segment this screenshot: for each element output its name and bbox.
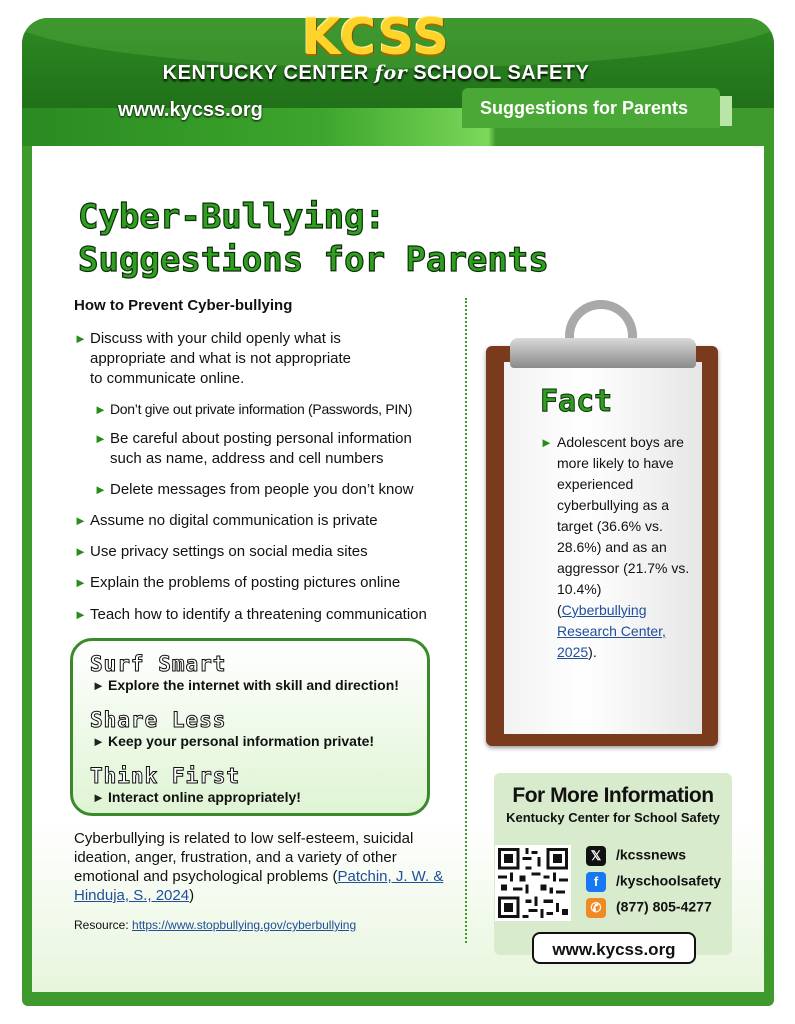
fact-citation-link[interactable]: Cyberbullying Research Center, 2025: [557, 602, 666, 660]
list-item-text: Be careful about posting personal information such as name, address and cell numbers: [110, 430, 412, 467]
arrow-bullet-icon: ►: [74, 575, 87, 590]
arrow-bullet-icon: ►: [94, 402, 107, 417]
more-info-heading: For More Information: [512, 784, 714, 807]
list-item: [74, 573, 400, 593]
arrow-bullet-icon: ►: [540, 435, 553, 450]
clipboard-clip: [510, 338, 696, 368]
list-item: [74, 605, 427, 625]
list-item: [74, 329, 364, 389]
list-item-text: Explain the problems of posting pictures online: [90, 574, 401, 591]
closing-text: Cyberbullying is related to low self-esteem, suicidal ideation, anger, frustration, and a variety of other emotional and psychological problems (: [74, 830, 414, 885]
list-item-text: Teach how to identify a threatening communication: [90, 606, 427, 623]
fact-body: [540, 432, 690, 663]
social-label: (877) 805-4277: [616, 898, 712, 915]
fact-heading: Fact: [540, 384, 613, 419]
list-item-text: Delete messages from people you don’t know: [110, 481, 414, 498]
qr-code-icon[interactable]: [495, 845, 571, 921]
tab-edge: [720, 96, 732, 126]
org-name-left: KENTUCKY CENTER: [162, 62, 369, 84]
closing-paragraph: [74, 829, 444, 905]
title-line-2: Suggestions for Parents: [78, 240, 549, 280]
tip-text-surf: [92, 677, 399, 693]
arrow-bullet-icon: ►: [92, 734, 105, 749]
list-item-text: Don’t give out private information (Passwords, PIN): [110, 401, 413, 417]
tip-heading-share: Share Less: [90, 708, 227, 732]
closing-end: ): [189, 887, 195, 904]
social-facebook[interactable]: [586, 872, 721, 892]
social-phone[interactable]: [586, 898, 712, 918]
resource-label: Resource:: [74, 918, 133, 932]
resource-line: [74, 918, 356, 932]
tip-text: Keep your personal information private!: [108, 733, 375, 749]
tip-text: Interact online appropriately!: [108, 789, 301, 805]
x-icon: 𝕏: [586, 846, 606, 866]
org-name-right: SCHOOL SAFETY: [413, 62, 590, 84]
arrow-bullet-icon: ►: [92, 678, 105, 693]
arrow-bullet-icon: ►: [74, 331, 87, 346]
fact-text: [540, 432, 690, 663]
arrow-bullet-icon: ►: [74, 544, 87, 559]
social-label: /kyschoolsafety: [616, 872, 722, 889]
list-item: [74, 542, 368, 562]
org-name-for: for: [374, 62, 408, 84]
closing-citation-link[interactable]: Patchin, J. W. & Hinduja, S., 2024: [74, 868, 444, 904]
title-line-1: Cyber-Bullying:: [78, 197, 386, 237]
fact-end: ).: [588, 644, 597, 660]
arrow-bullet-icon: ►: [94, 431, 107, 446]
tip-text: Explore the internet with skill and direction!: [108, 677, 399, 693]
social-label: /kcssnews: [616, 846, 687, 863]
column-divider: [465, 298, 467, 943]
phone-icon: ✆: [586, 898, 606, 918]
arrow-bullet-icon: ►: [94, 482, 107, 497]
list-item: [94, 399, 412, 420]
header-url[interactable]: www.kycss.org: [118, 99, 263, 121]
tip-text-share: [92, 733, 374, 749]
footer-url-button[interactable]: www.kycss.org: [532, 932, 696, 964]
arrow-bullet-icon: ►: [74, 513, 87, 528]
list-item-text: Discuss with your child openly what is appropriate and what is not appropriate to communicate online.: [90, 330, 352, 387]
organization-name: [0, 62, 752, 85]
list-item: [94, 480, 414, 500]
tip-heading-surf: Surf Smart: [90, 652, 227, 676]
fact-statement: Adolescent boys are more likely to have experienced cyberbullying as a target (36.6% vs. 28.6%) and as an aggressor (21.7% vs. 10.4%) (: [557, 434, 690, 618]
resource-link[interactable]: https://www.stopbullying.gov/cyberbullying: [132, 918, 357, 932]
tip-heading-think: Think First: [90, 764, 241, 788]
list-item-text: Use privacy settings on social media sites: [90, 543, 368, 560]
arrow-bullet-icon: ►: [92, 790, 105, 805]
list-item: [74, 511, 378, 531]
social-x[interactable]: [586, 846, 686, 866]
page-title: [78, 196, 549, 282]
facebook-icon: f: [586, 872, 606, 892]
list-item: [94, 429, 434, 469]
arrow-bullet-icon: ►: [74, 607, 87, 622]
prevent-heading: How to Prevent Cyber-bullying: [74, 297, 293, 314]
more-info-subheading: Kentucky Center for School Safety: [506, 810, 720, 825]
kcss-logo: KCSS: [302, 8, 450, 66]
section-tab-label: Suggestions for Parents: [480, 98, 689, 118]
tip-text-think: [92, 789, 301, 805]
list-item-text: Assume no digital communication is private: [90, 512, 378, 529]
